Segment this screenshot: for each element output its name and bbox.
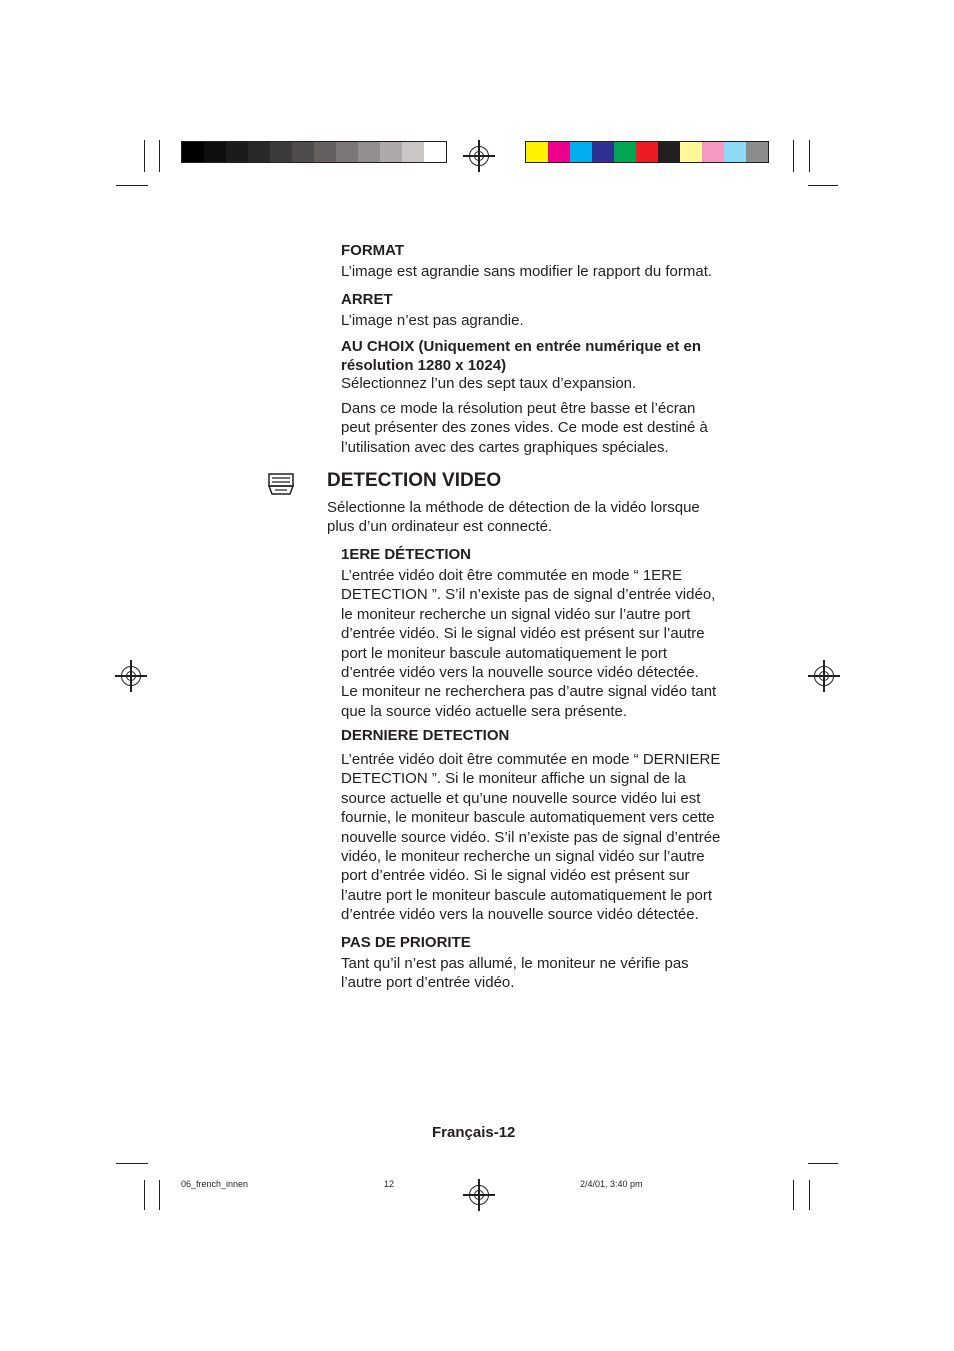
slug-page: 12: [384, 1179, 395, 1189]
detection-intro: Sélectionne la méthode de détection de la vidéo lorsque plus d’un ordinateur est connecté.: [327, 499, 700, 536]
crop-mark: [808, 1163, 838, 1164]
color-swatch: [724, 142, 746, 162]
au-choix-note: Dans ce mode la résolution peut être basse et l’écran peut présenter des zones vides. Ce mode est destiné à l’utilisation avec des cartes graphiques spéciales.: [341, 400, 708, 456]
crop-mark: [144, 1180, 145, 1210]
page-number-label: Français-12: [432, 1124, 516, 1141]
color-swatch: [548, 142, 570, 162]
format-heading: FORMAT: [341, 242, 405, 259]
crop-mark: [793, 1180, 794, 1210]
crop-mark: [808, 185, 838, 186]
gray-swatch: [204, 142, 226, 162]
gray-swatch: [424, 142, 446, 162]
crop-mark: [159, 140, 160, 172]
color-swatch: [658, 142, 680, 162]
last-detection-heading: DERNIERE DETECTION: [341, 727, 510, 744]
au-choix-text: Sélectionnez l’un des sept taux d’expansion.: [341, 375, 637, 392]
registration-mark-icon: [469, 146, 489, 166]
crop-mark: [144, 140, 145, 172]
gray-swatch: [380, 142, 402, 162]
gray-swatch: [402, 142, 424, 162]
gray-swatch: [226, 142, 248, 162]
last-detection-text: L’entrée vidéo doit être commutée en mode “ DERNIERE DETECTION ”. Si le moniteur affiche un signal de la source actuelle et qu’une nouvelle source vidéo lui est fournie, le moniteur bascule automatiquement vers cette nouvelle source vidéo. S’il n’existe pas de signal d’entrée vidéo, le moniteur recherche un signal vidéo sur l’autre port d’entrée vidéo. Si le signal vidéo est présent sur l’autre port le moniteur bascule automatiquement le port d’entrée vidéo vers la nouvelle source vidéo détectée.: [341, 751, 721, 924]
format-text: L’image est agrandie sans modifier le rapport du format.: [341, 263, 713, 280]
section-title: DETECTION VIDEO: [327, 470, 502, 491]
crop-mark: [809, 140, 810, 172]
au-choix-heading: AU CHOIX (Uniquement en entrée numérique et en résolution 1280 x 1024): [341, 338, 702, 374]
registration-mark-icon: [814, 666, 834, 686]
arret-heading: ARRET: [341, 291, 393, 308]
color-swatch: [702, 142, 724, 162]
color-swatch: [680, 142, 702, 162]
crop-mark: [116, 185, 148, 186]
gray-swatch: [292, 142, 314, 162]
gray-swatch: [314, 142, 336, 162]
registration-mark-icon: [469, 1185, 489, 1205]
first-detection-text: L’entrée vidéo doit être commutée en mode “ 1ERE DETECTION ”. S’il n’existe pas de signal d’entrée vidéo, le moniteur recherche un signal vidéo sur l’autre port d’entrée vidéo. Si le signal vidéo est présent sur l’autre port le moniteur bascule automatiquement le port d’entrée vidéo vers la nouvelle source vidéo détectée. Le moniteur ne recherchera pas d’autre signal vidéo tant que la source vidéo actuelle sera présente.: [341, 567, 717, 720]
gray-swatch: [358, 142, 380, 162]
slug-filename: 06_french_innen: [181, 1179, 249, 1189]
color-swatch: [614, 142, 636, 162]
no-priority-heading: PAS DE PRIORITE: [341, 934, 471, 951]
slug-date: 2/4/01, 3:40 pm: [580, 1179, 643, 1189]
gray-calibration-bar: [181, 141, 447, 163]
gray-swatch: [248, 142, 270, 162]
color-calibration-bar: [525, 141, 769, 163]
arret-text: L’image n’est pas agrandie.: [341, 312, 524, 329]
crop-mark: [793, 140, 794, 172]
color-swatch: [570, 142, 592, 162]
gray-swatch: [182, 142, 204, 162]
color-swatch: [526, 142, 548, 162]
color-swatch: [592, 142, 614, 162]
first-detection-heading: 1ERE DÉTECTION: [341, 546, 472, 563]
video-connector-icon: [268, 473, 294, 502]
gray-swatch: [336, 142, 358, 162]
crop-mark: [159, 1180, 160, 1210]
no-priority-text: Tant qu’il n’est pas allumé, le moniteur ne vérifie pas l’autre port d’entrée vidéo.: [341, 955, 689, 992]
registration-mark-icon: [121, 666, 141, 686]
crop-mark: [809, 1180, 810, 1210]
color-swatch: [746, 142, 768, 162]
crop-mark: [116, 1163, 148, 1164]
gray-swatch: [270, 142, 292, 162]
color-swatch: [636, 142, 658, 162]
